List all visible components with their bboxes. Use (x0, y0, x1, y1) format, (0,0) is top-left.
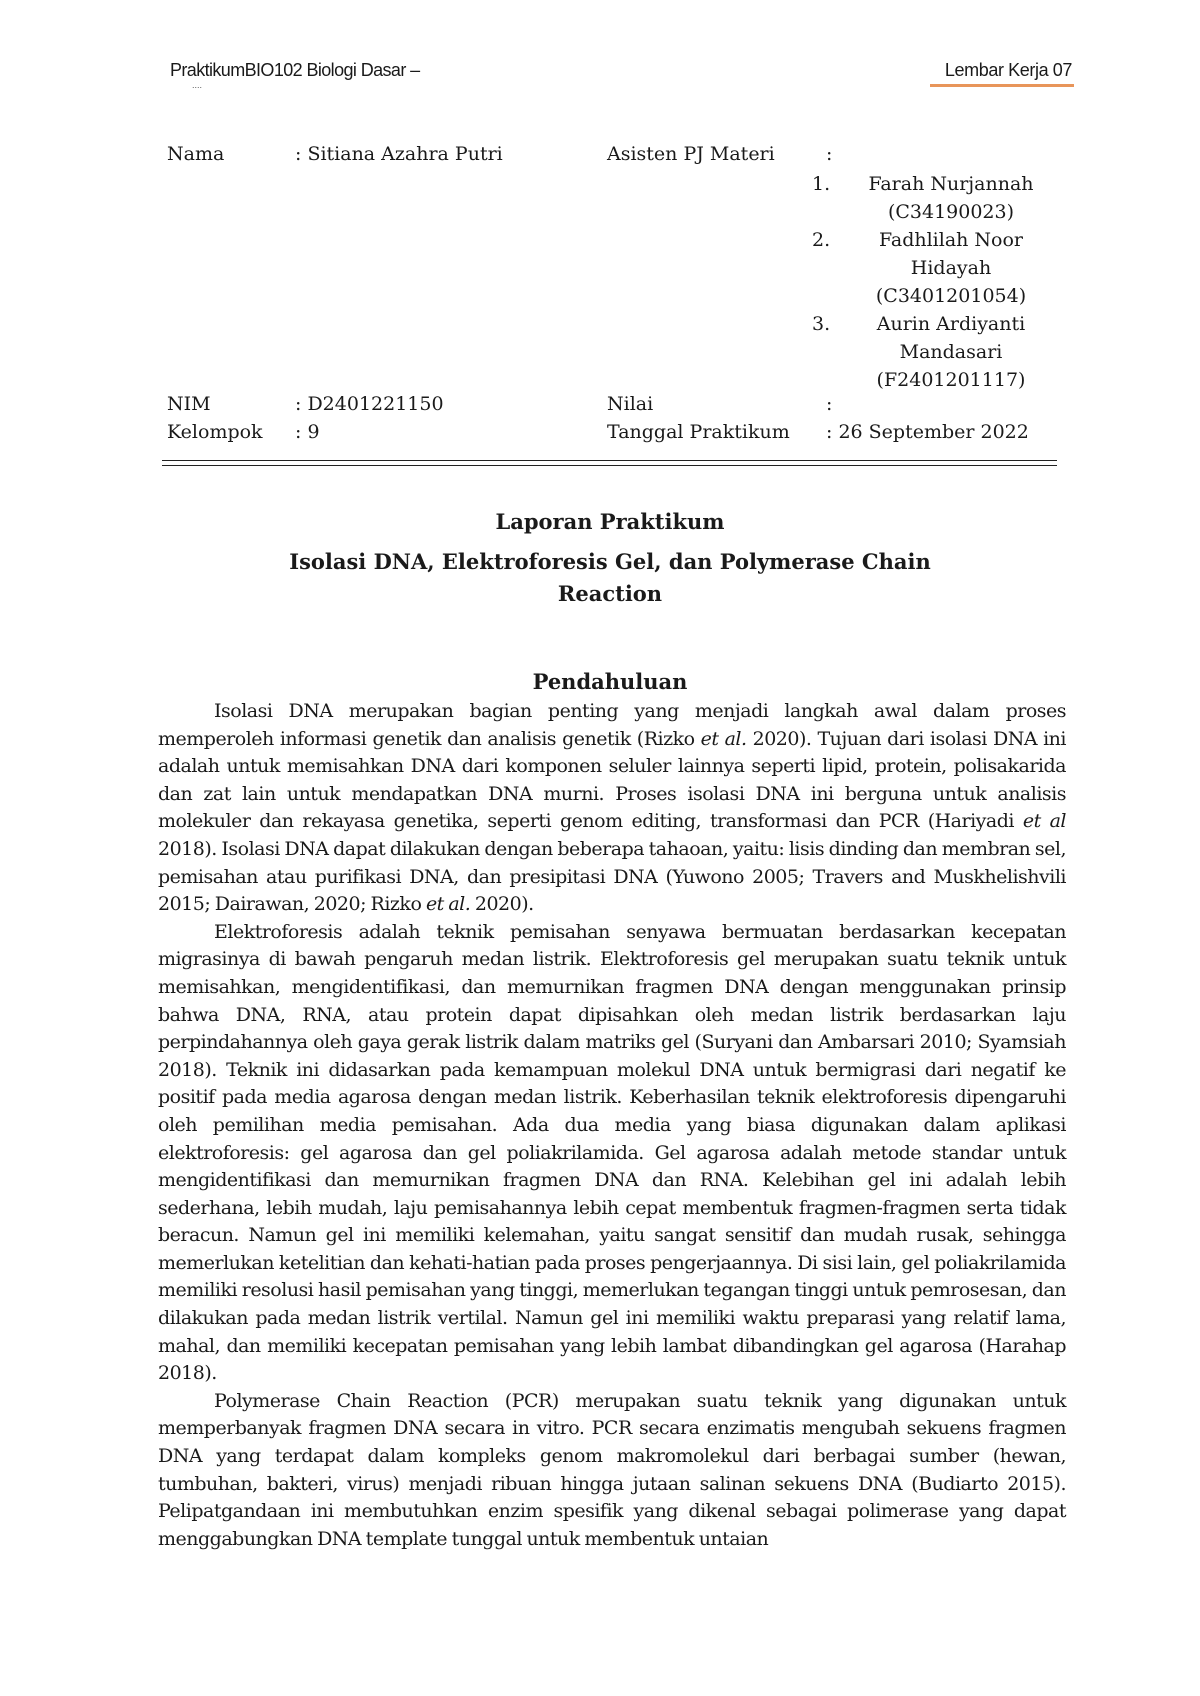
kelompok-value: : 9 (295, 421, 320, 443)
report-title: Laporan Praktikum (495, 509, 725, 534)
text-run: Polymerase Chain Reaction (PCR) merupakan suatu teknik yang digunakan untuk memperbanyak fragmen DNA secara in vitro. PCR secara enzimatis mengubah sekuens fragmen DNA yang terdapat dalam kompleks genom makromolekul dari berbagai sumber (hewan, tumbuhan, bakteri, virus) menjadi ribuan hingga jutaan salinan sekuens DNA (Budiarto 2015). Pelipatgandaan ini membutuhkan enzim spesifik yang dikenal sebagai polimerase yang dapat menggabungkan DNA template tunggal untuk membentuk untaian (158, 1389, 1066, 1550)
text-run: Elektroforesis adalah teknik pemisahan senyawa bermuatan berdasarkan kecepatan migrasinya di bawah pengaruh medan listrik. Elektroforesis gel merupakan suatu teknik untuk memisahkan, mengidentifikasi, dan memurnikan fragmen DNA dengan menggunakan prinsip bahwa DNA, RNA, atau protein dapat dipisahkan oleh medan listrik berdasarkan laju perpindahannya oleh gaya gerak listrik dalam matriks gel (Suryani dan Ambarsari 2010; Syamsiah 2018). Teknik ini didasarkan pada kemampuan molekul DNA untuk bermigrasi dari negatif ke positif pada media agarosa dengan medan listrik. Keberhasilan teknik elektroforesis dipengaruhi oleh pemilihan media pemisahan. Ada dua media yang biasa digunakan dalam aplikasi elektroforesis: gel agarosa dan gel poliakrilamida. Gel agarosa adalah metode standar untuk mengidentifikasi dan memurnikan fragmen DNA dan RNA. Kelebihan gel ini adalah lebih sederhana, lebih mudah, laju pemisahannya lebih cepat membentuk fragmen-fragmen serta tidak beracun. Namun gel ini memiliki kelemahan, yaitu sangat sensitif dan mudah rusak, sehingga memerlukan ketelitian dan kehati-hatian pada proses pengerjaannya. Di sisi lain, gel poliakrilamida memiliki resolusi hasil pemisahan yang tinggi, memerlukan tegangan tinggi untuk pemrosesan, dan dilakukan pada medan listrik vertilal. Namun gel ini memiliki waktu preparasi yang relatif lama, mahal, dan memiliki kecepatan pemisahan yang lebih lambat dibandingkan gel agarosa (Harahap 2018). (158, 920, 1066, 1385)
tanggal-value: : 26 September 2022 (826, 421, 1029, 443)
asisten-item-number: 1. (812, 173, 831, 195)
italic-run: et al. (700, 727, 747, 750)
asisten-item-text: Aurin Ardiyanti Mandasari (F2401201117) (876, 313, 1026, 391)
asisten-item (812, 226, 1052, 310)
report-subtitle-line2: Reaction (557, 581, 663, 606)
text-run: Isolasi DNA merupakan bagian penting yang menjadi langkah awal dalam proses memperoleh informasi genetik dan analisis genetik (Rizko (158, 700, 1066, 750)
asisten-item-text: Farah Nurjannah (C34190023) (868, 173, 1034, 223)
paragraph-elektroforesis (158, 919, 1066, 1388)
asisten-item-number: 2. (812, 229, 831, 251)
running-header-dots: .... (192, 80, 203, 90)
asisten-item-text: Fadhlilah Noor Hidayah (C3401201054) (875, 229, 1027, 307)
running-header-course: PraktikumBIO102 Biologi Dasar – (170, 60, 420, 80)
running-header-worksheet: Lembar Kerja 07 (944, 60, 1072, 80)
tanggal-label: Tanggal Praktikum (607, 421, 790, 443)
italic-run: et al. (425, 893, 471, 916)
text-run: 2020). Tujuan dari isolasi DNA ini adalah untuk memisahkan DNA dari komponen seluler lainnya seperti lipid, protein, polisakarida dan zat lain untuk mendapatkan DNA murni. Proses isolasi DNA ini berguna untuk analisis molekuler dan rekayasa genetika, seperti genom editing, transformasi dan PCR (Hariyadi (158, 727, 1066, 833)
asisten-colon: : (826, 143, 833, 165)
section-heading: Pendahuluan (532, 669, 688, 694)
asisten-item (812, 310, 1052, 394)
paragraph-pcr (158, 1388, 1066, 1554)
nama-value: : Sitiana Azahra Putri (295, 143, 503, 165)
asisten-item (812, 170, 1052, 226)
nama-label: Nama (167, 143, 225, 165)
kelompok-label: Kelompok (167, 421, 263, 443)
asisten-label: Asisten PJ Materi (607, 143, 775, 165)
nim-value: : D2401221150 (295, 393, 444, 415)
text-run: 2020). (470, 893, 534, 916)
nilai-value: : (826, 393, 833, 415)
header-accent-underline (930, 84, 1074, 87)
text-run: 2018). Isolasi DNA dapat dilakukan dengan beberapa tahaoan, yaitu: lisis dinding dan membran sel, pemisahan atau purifikasi DNA, dan presipitasi DNA (Yuwono 2005; Travers and Muskhelishvili 2015; Dairawan, 2020; Rizko (158, 837, 1066, 916)
nilai-label: Nilai (607, 393, 654, 415)
body-text (158, 698, 1066, 1553)
double-rule-top (162, 460, 1057, 461)
italic-run: et al (1022, 810, 1066, 833)
asisten-list (812, 170, 1052, 394)
report-subtitle-line1: Isolasi DNA, Elektroforesis Gel, dan Polymerase Chain (289, 549, 931, 574)
nim-label: NIM (167, 393, 211, 415)
asisten-item-number: 3. (812, 313, 831, 335)
double-rule-bottom (162, 465, 1057, 466)
paragraph-isolasi (158, 698, 1066, 919)
